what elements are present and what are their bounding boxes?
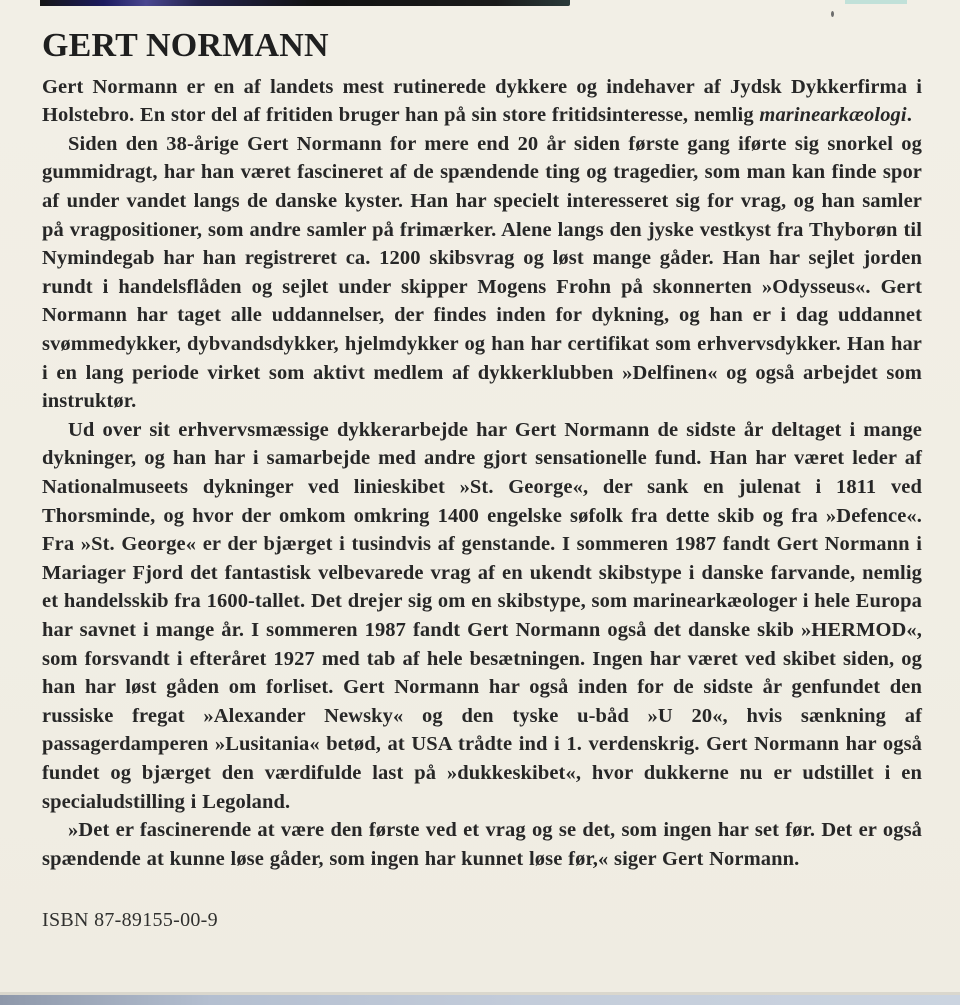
page-title: GERT NORMANN: [42, 27, 329, 64]
paragraph: [42, 416, 922, 816]
text-run: Siden den 38-årige Gert Normann for mere end 20 år siden første gang iførte sig snorkel og gummidragt, har han været fascineret af de spændende ting og tragedier, som man kan finde spor af under vandet langs de danske kyster. Han har specielt interesseret sig for vrag, og han samler på vragpositioner, som andre samler på frimærker. Alene langs den jyske vestkyst fra Thyborøn til Nymindegab har han registreret ca. 1200 skibsvrag og løst mange gåder. Han har sejlet jorden rundt i handelsflåden og sejlet under skipper Mogens Frohn på skonnerten »Odysseus«. Gert Normann har taget alle uddannelser, der findes inden for dykning, og han er i dag uddannet svømmedykker, dybvandsdykker, hjelmdykker og han har certifikat som erhvervsdykker. Han har i en lang periode virket som aktivt medlem af dykkerklubben »Delfinen« og også arbejdet som instruktør.: [42, 132, 922, 413]
paragraph: [42, 73, 922, 130]
scan-artifact-top-strip: [40, 0, 570, 6]
text-run: .: [906, 104, 912, 127]
body-text: [42, 73, 922, 874]
scan-artifact-bottom-strip: [0, 995, 960, 1005]
scan-artifact-teal-smudge: [845, 0, 907, 4]
scan-artifact-speck: [831, 11, 834, 17]
isbn-line: ISBN 87-89155-00-9: [42, 909, 218, 932]
text-run: Gert Normann er en af landets mest rutinerede dykkere og indehaver af Jydsk Dykkerfirma i Holstebro. En stor del af fritiden bruger han på sin store fritidsinteresse, nemlig: [42, 75, 922, 127]
text-run: Ud over sit erhvervsmæssige dykkerarbejde har Gert Normann de sidste år deltaget i mange dykninger, og han har i samarbejde med andre gjort sensationelle fund. Han har været leder af Nationalmuseets dykninger ved linieskibet »St. George«, der sank en julenat i 1811 ved Thorsminde, og hvor der omkom omkring 1400 engelske søfolk fra dette skib og fra »Defence«. Fra »St. George« er der bjærget i tusindvis af genstande. I sommeren 1987 fandt Gert Normann i Mariager Fjord det fantastisk velbevarede vrag af en ukendt skibstype i danske farvande, nemlig et handelsskib fra 1600-tallet. Det drejer sig om en skibstype, som marinearkæologer i hele Europa har savnet i mange år. I sommeren 1987 fandt Gert Normann også det danske skib »HERMOD«, som forsvandt i efteråret 1927 med tab af hele besætningen. Ingen har været ved skibet siden, og han har løst gåden om forliset. Gert Normann har også inden for de sidste år genfundet den russiske fregat »Alexander Newsky« og den tyske u-båd »U 20«, hvis sænkning af passagerdamperen »Lusitania« betød, at USA trådte ind i 1. verdenskrig. Gert Normann har også fundet og bjærget den værdifulde last på »dukkeskibet«, hvor dukkerne nu er udstillet i en specialudstilling i Legoland.: [42, 418, 922, 813]
italic-text-run: marinearkæologi: [759, 104, 907, 127]
page-content: [42, 28, 922, 932]
paragraph: [42, 130, 922, 416]
text-run: »Det er fascinerende at være den første ved et vrag og se det, som ingen har set før. Det er også spændende at kunne løse gåder, som ingen har kunnet løse før,« siger Gert Normann.: [42, 819, 922, 870]
paragraph: [42, 816, 922, 873]
